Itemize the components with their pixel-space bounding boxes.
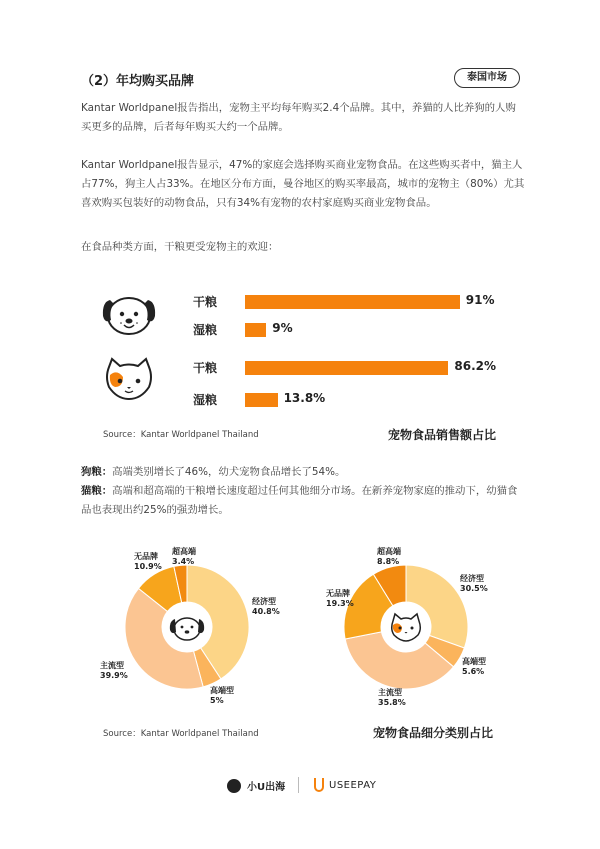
bar-value-dog-wet: 9% — [272, 321, 293, 335]
donut-label-value-2: 35.8% — [378, 698, 406, 707]
bar-dog-wet — [245, 323, 266, 337]
section-title: （2）年均购买品牌 — [81, 74, 195, 89]
donut-label-name-1: 高端型 — [462, 657, 486, 666]
cat-food-note — [81, 482, 526, 520]
cat-food-text: 高端和超高端的干粮增长速度超过任何其他细分市场。在新养宠物家庭的推动下，幼猫食品也表现出约25%的强劲增长。 — [81, 485, 518, 516]
dog-food-note — [81, 463, 526, 482]
dog-donut-chart — [90, 540, 280, 715]
bar-dog-dry — [245, 295, 460, 309]
bar-label-cat-dry: 干粮 — [193, 361, 218, 375]
donut-label-name-0: 经济型 — [252, 597, 276, 606]
cat-icon — [103, 357, 155, 401]
dog-icon — [100, 290, 158, 338]
donut-label-value-3: 19.3% — [326, 599, 354, 608]
bar-label-dog-dry: 干粮 — [193, 295, 218, 309]
market-tag: 泰国市场 — [454, 68, 520, 88]
xiaou-logo-icon — [227, 779, 241, 793]
donut-label-value-2: 39.9% — [100, 671, 128, 680]
donut-label-name-4: 超高端 — [377, 547, 401, 556]
bar-chart-caption: 宠物食品销售额占比 — [388, 428, 497, 442]
footer-brand-right-text: USEEPAY — [329, 779, 377, 791]
cat-donut-chart — [310, 540, 510, 715]
donut-label-name-2: 主流型 — [100, 661, 124, 670]
donut-label-value-3: 10.9% — [134, 562, 162, 571]
dog-center-icon — [170, 618, 204, 640]
paragraph-3: 在食品种类方面，干粮更受宠物主的欢迎： — [81, 241, 279, 253]
footer-brand-right — [314, 778, 376, 792]
dog-food-text: 高端类别增长了46%，幼犬宠物食品增长了54%。 — [112, 466, 346, 478]
donut-label-value-0: 40.8% — [252, 607, 280, 616]
donut-label-value-1: 5.6% — [462, 667, 485, 676]
bar-value-cat-dry: 86.2% — [454, 359, 497, 373]
donut-label-value-4: 3.4% — [172, 557, 195, 566]
footer-brand-left-text: 小U出海 — [247, 782, 286, 793]
useepay-logo-icon — [314, 778, 324, 792]
bar-value-cat-wet: 13.8% — [283, 391, 326, 405]
donut-label-name-1: 高端型 — [210, 686, 234, 695]
donut-caption: 宠物食品细分类别占比 — [373, 726, 494, 740]
paragraph-1: Kantar Worldpanel报告指出，宠物主平均每年购买2.4个品牌。其中，养猫的人比养狗的人购买更多的品牌，后者每年购买大约一个品牌。 — [81, 102, 516, 133]
footer-divider — [298, 777, 299, 793]
bar-label-cat-wet: 湿粮 — [193, 393, 218, 407]
bar-cat-wet — [245, 393, 278, 407]
donut-label-value-0: 30.5% — [460, 584, 488, 593]
dog-food-label: 狗粮： — [81, 466, 113, 478]
donut-label-name-4: 超高端 — [172, 547, 196, 556]
bar-cat-dry — [245, 361, 448, 375]
donut-label-name-2: 主流型 — [378, 688, 402, 697]
donut-label-name-3: 无品牌 — [134, 552, 158, 561]
donut-label-value-4: 8.8% — [377, 557, 400, 566]
donut-label-value-1: 5% — [210, 696, 224, 705]
cat-center-icon — [392, 614, 421, 641]
donut-label-name-0: 经济型 — [460, 574, 484, 583]
cat-food-label: 猫粮： — [81, 485, 113, 497]
donut-source: Source：Kantar Worldpanel Thailand — [103, 729, 259, 739]
bar-label-dog-wet: 湿粮 — [193, 323, 218, 337]
footer-brand-left — [227, 778, 285, 793]
bar-value-dog-dry: 91% — [465, 293, 495, 307]
bar-chart-source: Source：Kantar Worldpanel Thailand — [103, 430, 259, 440]
donut-label-name-3: 无品牌 — [326, 589, 350, 598]
paragraph-2: Kantar Worldpanel报告显示，47%的家庭会选择购买商业宠物食品。在这些购买者中，猫主人占77%，狗主人占33%。在地区分布方面，曼谷地区的购买率最高，城市的宠物主（80%）尤其喜欢购买包装好的动物食品，只有34%有宠物的农村家庭购买商业宠物食品。 — [81, 159, 525, 209]
